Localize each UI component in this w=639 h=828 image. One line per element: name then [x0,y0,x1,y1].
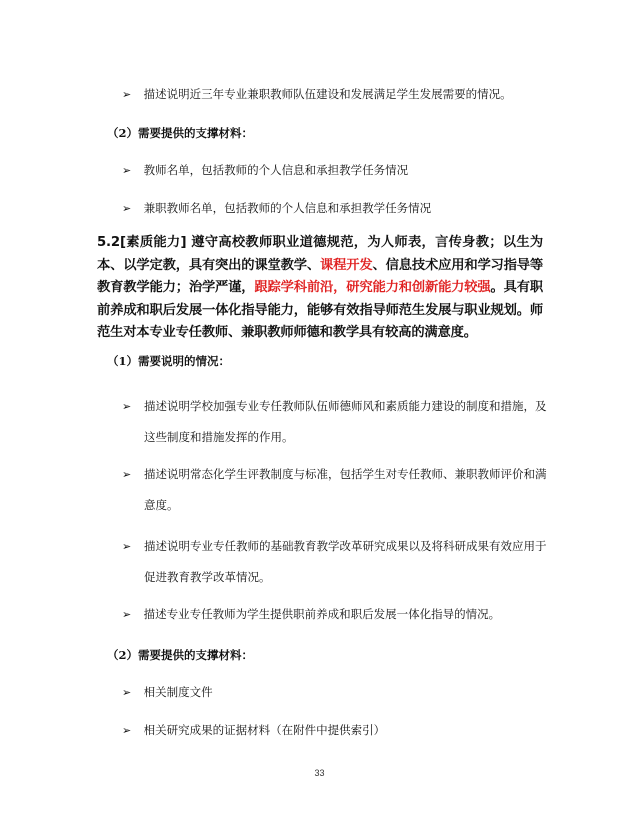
bullet-item [122,459,554,521]
highlight-text: 跟踪学科前沿，研究能力和创新能力较强 [254,280,491,295]
bullet-text: 教师名单，包括教师的个人信息和承担教学任务情况 [143,163,409,177]
page-number: 33 [314,768,325,778]
materials-heading-2: （2）需要提供的支撑材料： [107,648,254,662]
arrow-bullet-icon: ➢ [122,468,132,481]
bullet-text: 相关研究成果的证据材料（在附件中提供索引） [143,723,386,737]
bullet-item [122,607,500,622]
arrow-bullet-icon: ➢ [122,164,132,177]
section-5-2-paragraph [97,232,543,345]
section-text: 5.2[素质能力] 遵守高校教师职业道德规范，为人师表，言传身教；以生为本、以学定教，具有突出的课堂教学、 [97,235,543,273]
section-text: 。具有职前养成和职后发展一体化指导能力，能够有效指导师范生发展与职业规划。师范生对本专业专任教师、兼职教师师德和教学具有较高的满意度。 [97,280,543,340]
arrow-bullet-icon: ➢ [122,540,132,553]
bullet-text: 描述说明专业专任教师的基础教育教学改革研究成果以及将科研成果有效应用于促进教育教学改革情况。 [144,539,547,584]
bullet-item [122,723,385,738]
bullet-item [122,201,431,216]
bullet-text: 兼职教师名单，包括教师的个人信息和承担教学任务情况 [143,201,432,215]
bullet-item [122,391,554,453]
bullet-text: 描述说明近三年专业兼职教师队伍建设和发展满足学生发展需要的情况。 [143,87,512,101]
arrow-bullet-icon: ➢ [122,608,132,621]
arrow-bullet-icon: ➢ [122,400,132,413]
bullet-text: 描述说明常态化学生评教制度与标准，包括学生对专任教师、兼职教师评价和满意度。 [144,467,547,512]
bullet-item [122,685,213,700]
arrow-bullet-icon: ➢ [122,724,132,737]
arrow-bullet-icon: ➢ [122,202,132,215]
bullet-item [122,531,554,593]
bullet-item [122,163,408,178]
arrow-bullet-icon: ➢ [122,686,132,699]
arrow-bullet-icon: ➢ [122,88,132,101]
bullet-text: 描述专业专任教师为学生提供职前养成和职后发展一体化指导的情况。 [143,607,501,621]
highlight-text: 课程开发 [320,257,373,273]
bullet-text: 相关制度文件 [143,685,213,699]
situation-heading: （1）需要说明的情况： [107,354,231,368]
bullet-item [122,87,512,102]
section-text: 、信息技术应用和学习指导等教育教学能力；治学严谨， [97,257,544,295]
materials-heading-1: （2）需要提供的支撑材料： [107,126,254,140]
bullet-text: 描述说明学校加强专业专任教师队伍师德师风和素质能力建设的制度和措施，及这些制度和措施发挥的作用。 [144,399,547,444]
